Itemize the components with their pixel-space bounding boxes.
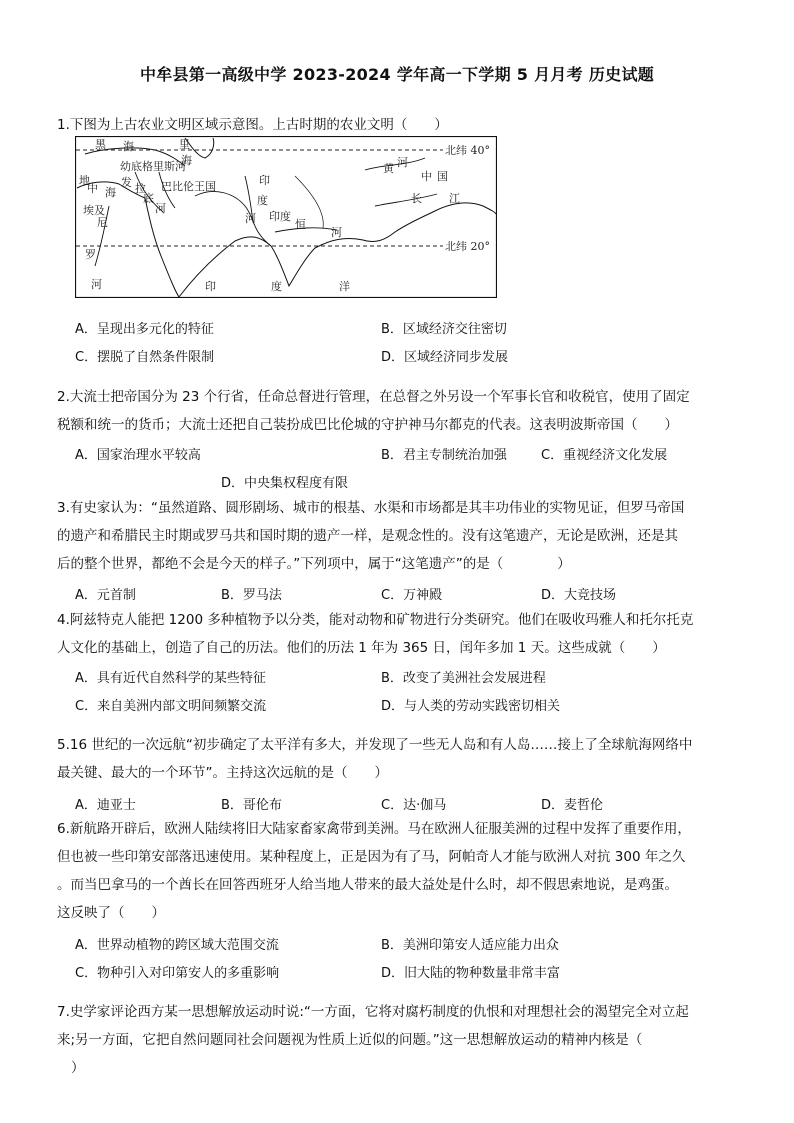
question-stem-line: 但也被一些印第安部落迅速使用。某种程度上，正是因为有了马，阿帕奇人才能与欧洲人对抗 300 年之久: [57, 849, 686, 865]
option-c[interactable]: C．重视经济文化发展: [541, 448, 668, 463]
question-stem-line: 人文化的基础上，创造了自己的历法。他们的历法 1 年为 365 日，闰年多加 1 天。这些成就（ ）: [57, 640, 666, 656]
option-d[interactable]: D．麦哲伦: [541, 798, 604, 813]
map-label: 底: [143, 192, 154, 205]
map-label: 洋: [339, 280, 350, 293]
question-stem-line: 后的整个世界，都绝不会是今天的样子。”下列项中，属于“这笔遗产”的是（ ）: [57, 556, 571, 572]
map-label: 北纬 20°: [445, 240, 490, 253]
option-c[interactable]: C．万神殿: [381, 588, 443, 603]
option-d[interactable]: D．中央集权程度有限: [221, 476, 349, 491]
map-label: 尼: [97, 216, 108, 229]
map-label: 埃及: [83, 204, 105, 217]
question-4: [57, 606, 737, 662]
map-label: 河: [91, 278, 102, 291]
question-stem-line: 税额和统一的货币；大流士还把自己装扮成巴比伦城的守护神马尔都克的代表。这表明波斯帝国（ ）: [57, 417, 678, 433]
map-label: 江: [449, 192, 460, 205]
question-stem-line: 2.大流士把帝国分为 23 个行省，任命总督进行管理，在总督之外另设一个军事长官和收税官，使用了固定: [57, 389, 690, 405]
map-label: 黑: [95, 138, 106, 151]
option-a[interactable]: A．具有近代自然科学的某些特征: [75, 671, 266, 686]
map-label: 地: [79, 174, 90, 187]
option-a[interactable]: A．迪亚士: [75, 798, 136, 813]
option-b[interactable]: B．改变了美洲社会发展进程: [381, 671, 546, 686]
map-label: 长: [411, 192, 422, 205]
option-c[interactable]: C．达·伽马: [381, 798, 447, 813]
option-b[interactable]: B．罗马法: [221, 588, 282, 603]
map-label: 河: [331, 226, 342, 239]
option-c[interactable]: C．来自美洲内部文明间频繁交流: [75, 699, 267, 714]
map-label: 里: [179, 138, 190, 151]
map-label: 北纬 40°: [445, 144, 490, 157]
map-label: 河: [155, 202, 166, 215]
map-label: 发: [121, 176, 132, 189]
question-stem-line: 3.有史家认为：“虽然道路、圆形剧场、城市的根基、水渠和市场都是其丰功伟业的实物见证，但罗马帝国: [57, 500, 685, 516]
option-b[interactable]: B．哥伦布: [221, 798, 282, 813]
map-label: 恒: [295, 218, 306, 231]
map-label: 海: [181, 154, 192, 167]
map-label: 度: [271, 280, 282, 293]
option-b[interactable]: B．君主专制统治加强: [381, 448, 507, 463]
question-stem-line: 。而当巴拿马的一个酋长在回答西班牙人给当地人带来的最大益处是什么时，却不假思索地说，是鸡蛋。: [57, 877, 678, 893]
map-label: 中: [421, 170, 432, 183]
question-stem-line: 4.阿兹特克人能把 1200 多种植物予以分类，能对动物和矿物进行分类研究。他们在吸收玛雅人和托尔托克: [57, 612, 694, 628]
option-c[interactable]: C．物种引入对印第安人的多重影响: [75, 966, 280, 981]
question-stem-line: 最关键、最大的一个环节”。主持这次远航的是（ ）: [57, 765, 388, 781]
map-label: 巴比伦王国: [161, 180, 216, 193]
ancient-civilization-map: [75, 136, 497, 298]
map-label: 国: [437, 170, 448, 183]
map-label: 印度: [269, 210, 291, 223]
question-6: [57, 815, 737, 927]
option-d[interactable]: D．旧大陆的物种数量非常丰富: [381, 966, 561, 981]
map-label: 海: [123, 140, 134, 153]
question-3: [57, 494, 737, 578]
question-stem-line: 5.16 世纪的一次远航“初步确定了太平洋有多大，并发现了一些无人岛和有人岛……接上了全球航海网络中: [57, 737, 693, 753]
question-stem-line: 这反映了（ ）: [57, 905, 165, 921]
question-stem-line: ）: [71, 1060, 85, 1076]
question-1: [57, 111, 737, 139]
question-5: [57, 731, 737, 787]
map-label: 海: [105, 186, 116, 199]
option-a[interactable]: A．世界动植物的跨区域大范围交流: [75, 938, 279, 953]
option-a[interactable]: A．呈现出多元化的特征: [75, 322, 214, 337]
map-label: 中: [87, 182, 98, 195]
question-stem-line: 7.史学家评论西方某一思想解放运动时说:“一方面，它将对腐朽制度的仇恨和对理想社会的渴望完全对立起: [57, 1004, 689, 1020]
option-d[interactable]: D．大竞技场: [541, 588, 617, 603]
option-d[interactable]: D．与人类的劳动实践密切相关: [381, 699, 561, 714]
map-label: 黄: [383, 162, 394, 175]
option-b[interactable]: B．美洲印第安人适应能力出众: [381, 938, 559, 953]
map-label: 拉: [135, 182, 146, 195]
question-stem: 1.下图为上古农业文明区域示意图。上古时期的农业文明（ ）: [57, 117, 448, 133]
question-2: [57, 383, 737, 439]
option-d[interactable]: D．区域经济同步发展: [381, 350, 509, 365]
map-label: 河: [245, 212, 256, 225]
question-stem-line: 的遗产和希腊民主时期或罗马共和国时期的遗产一样，是观念性的。没有这笔遗产，无论是欧洲，还是其: [57, 528, 678, 544]
map-label: 河: [397, 156, 408, 169]
question-7: [57, 998, 737, 1082]
map-label: 印: [205, 280, 216, 293]
map-label: 印: [259, 174, 270, 187]
option-c[interactable]: C．摆脱了自然条件限制: [75, 350, 215, 365]
map-label: 度: [257, 194, 268, 207]
map-label: 幼底格里斯河: [120, 160, 186, 173]
page-title: 中牟县第一高级中学 2023-2024 学年高一下学期 5 月月考 历史试题: [139, 65, 655, 84]
option-a[interactable]: A．国家治理水平较高: [75, 448, 201, 463]
question-stem-line: 6.新航路开辟后，欧洲人陆续将旧大陆家畜家禽带到美洲。马在欧洲人征服美洲的过程中发挥了重要作用，: [57, 821, 691, 837]
option-b[interactable]: B．区域经济交往密切: [381, 322, 507, 337]
option-a[interactable]: A．元首制: [75, 588, 136, 603]
question-stem-line: 来;另一方面，它把自然问题同社会问题视为性质上近似的问题。”这一思想解放运动的精神内核是（: [57, 1032, 643, 1048]
map-label: 罗: [85, 248, 96, 261]
